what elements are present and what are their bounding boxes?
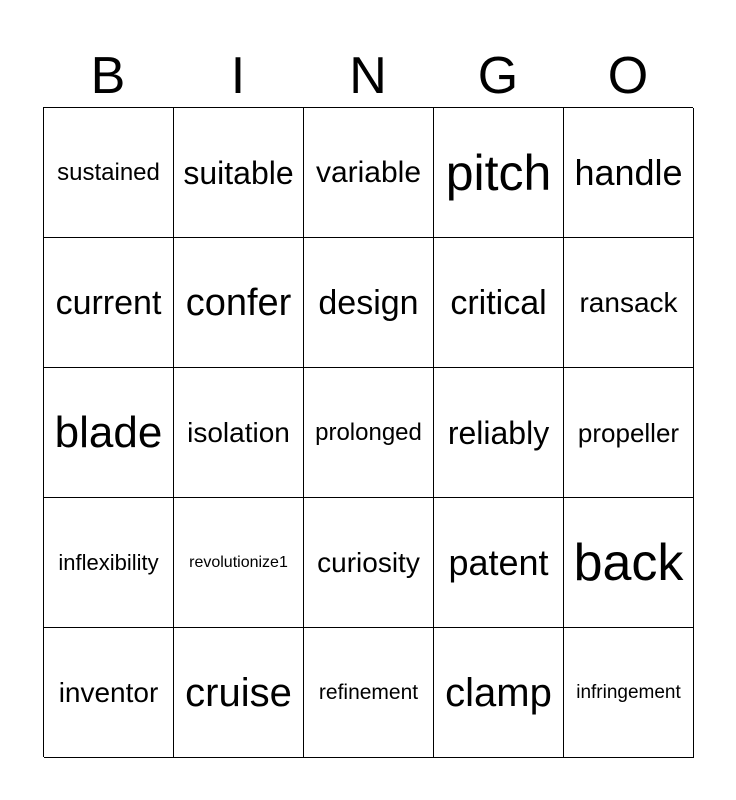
cell-word: isolation [187, 416, 290, 448]
bingo-cell[interactable] [44, 108, 174, 238]
cell-word: revolutionize1 [189, 553, 288, 571]
cell-word: infringement [576, 682, 681, 703]
header-letter-b: B [90, 47, 126, 105]
cell-word: handle [574, 151, 683, 193]
cell-word: critical [450, 283, 547, 322]
cell-word: sustained [57, 158, 160, 186]
bingo-cell[interactable] [304, 238, 434, 368]
cell-word: ransack [579, 286, 678, 318]
cell-word: pitch [445, 144, 552, 201]
header-letter-n: N [349, 47, 387, 105]
bingo-cell[interactable] [304, 368, 434, 498]
header-letter-o: O [607, 47, 649, 105]
bingo-board [43, 107, 693, 757]
bingo-cell[interactable] [434, 498, 564, 628]
bingo-cell[interactable] [564, 628, 694, 758]
bingo-cell[interactable] [434, 628, 564, 758]
bingo-cell[interactable] [434, 368, 564, 498]
cell-word: reliably [447, 414, 550, 451]
cell-word: current [55, 283, 162, 322]
cell-word: prolonged [315, 418, 422, 446]
bingo-cell[interactable] [44, 368, 174, 498]
bingo-cell[interactable] [174, 368, 304, 498]
bingo-cell[interactable] [44, 238, 174, 368]
cell-word: blade [54, 407, 163, 457]
cell-word: refinement [318, 681, 419, 704]
bingo-cell[interactable] [304, 628, 434, 758]
bingo-cell[interactable] [564, 238, 694, 368]
bingo-cell[interactable] [44, 498, 174, 628]
cell-word: curiosity [317, 546, 420, 578]
cell-word: back [573, 533, 684, 592]
cell-word: patent [448, 541, 549, 583]
cell-word: inventor [58, 676, 159, 708]
bingo-cell[interactable] [44, 628, 174, 758]
cell-word: suitable [183, 154, 294, 191]
bingo-cell[interactable] [174, 238, 304, 368]
bingo-header [43, 44, 693, 108]
cell-word: confer [185, 281, 292, 324]
bingo-cell[interactable] [564, 108, 694, 238]
bingo-cell[interactable] [174, 628, 304, 758]
cell-word: variable [315, 155, 422, 189]
cell-word: clamp [445, 670, 552, 715]
bingo-cell[interactable] [174, 498, 304, 628]
cell-word: cruise [185, 670, 292, 715]
bingo-cell[interactable] [304, 108, 434, 238]
bingo-cell[interactable] [434, 108, 564, 238]
bingo-cell[interactable] [304, 498, 434, 628]
bingo-cell[interactable] [564, 368, 694, 498]
bingo-cell[interactable] [174, 108, 304, 238]
cell-word: inflexibility [58, 549, 159, 575]
header-letter-g: G [477, 47, 519, 105]
cell-word: propeller [577, 417, 680, 448]
cell-word: design [318, 283, 419, 322]
bingo-cell[interactable] [434, 238, 564, 368]
header-letter-i: I [230, 47, 246, 105]
bingo-cell[interactable] [564, 498, 694, 628]
